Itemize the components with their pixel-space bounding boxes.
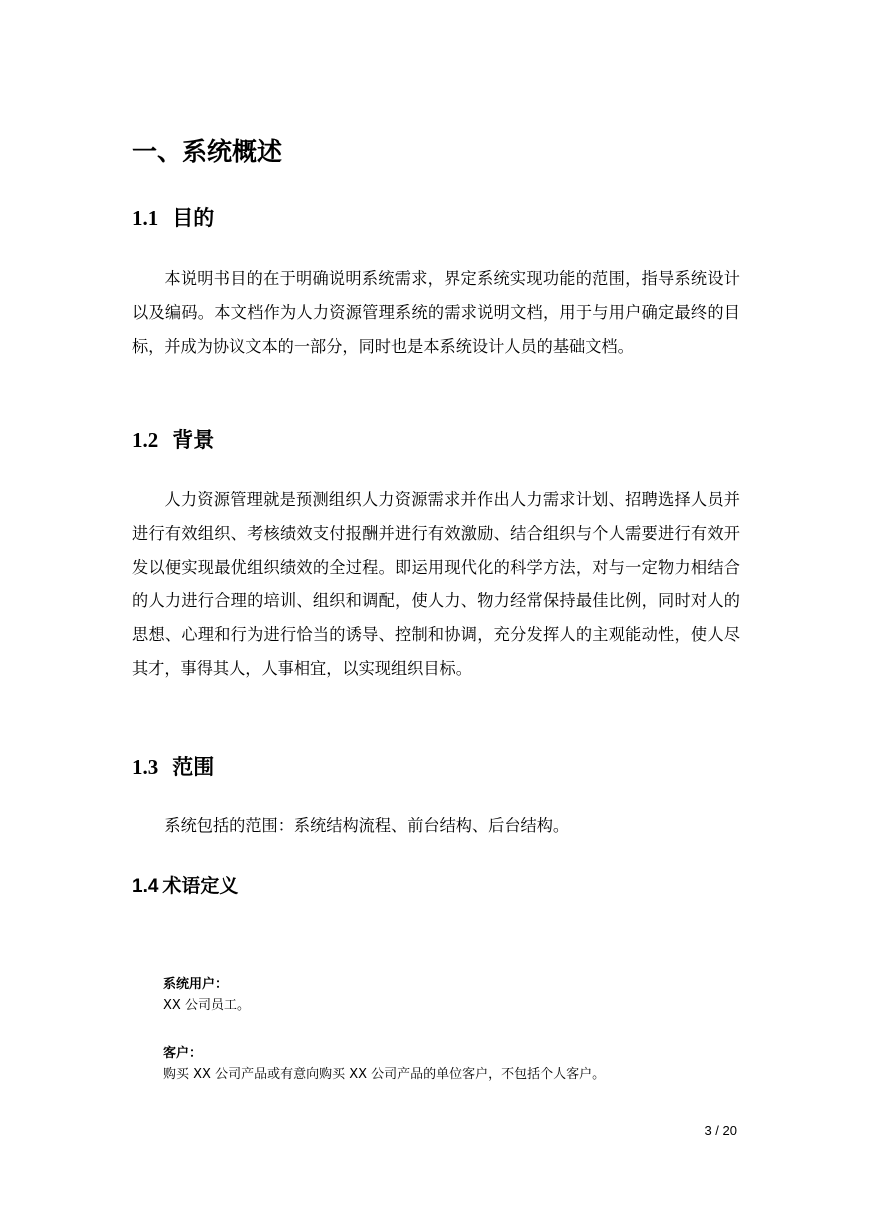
section-title: 范围 <box>172 754 215 779</box>
section-title: 目的 <box>172 205 215 230</box>
section-number: 1.2 <box>132 428 159 452</box>
section-heading-1-2 <box>132 425 214 455</box>
page-number: 3 / 20 <box>704 1123 737 1138</box>
term-definition <box>163 974 763 1016</box>
section-number: 1.4 <box>132 876 159 897</box>
section-title: 背景 <box>172 427 215 452</box>
section-title: 术语定义 <box>162 875 239 897</box>
term-description: XX 公司员工。 <box>163 998 250 1013</box>
term-name: 系统用户： <box>163 977 229 992</box>
section-paragraph-purpose: 本说明书目的在于明确说明系统需求，界定系统实现功能的范围，指导系统设计以及编码。本文档作为人力资源管理系统的需求说明文档，用于与用户确定最终的目标，并成为协议文本的一部分，同时也是本系统设计人员的基础文档。 <box>132 269 740 356</box>
term-name: 客户： <box>163 1046 203 1061</box>
section-heading-1-1 <box>132 203 214 233</box>
chapter-title: 一、系统概述 <box>132 137 283 166</box>
section-paragraph-background: 人力资源管理就是预测组织人力资源需求并作出人力需求计划、招聘选择人员并进行有效组织、考核绩效支付报酬并进行有效激励、结合组织与个人需要进行有效开发以便实现最优组织绩效的全过程。即运用现代化的科学方法，对与一定物力相结合的人力进行合理的培训、组织和调配，使人力、物力经常保持最佳比例，同时对人的思想、心理和行为进行恰当的诱导、控制和协调，充分发挥人的主观能动性，使人尽其才，事得其人，人事相宜，以实现组织目标。 <box>132 490 740 678</box>
section-heading-1-3 <box>132 752 214 782</box>
section-number: 1.3 <box>132 755 159 779</box>
section-heading-1-4 <box>132 871 238 902</box>
section-paragraph-scope: 系统包括的范围：系统结构流程、前台结构、后台结构。 <box>164 816 570 835</box>
section-number: 1.1 <box>132 206 159 230</box>
term-definition <box>163 1043 763 1085</box>
term-description: 购买 XX 公司产品或有意向购买 XX 公司产品的单位客户，不包括个人客户。 <box>163 1067 606 1082</box>
